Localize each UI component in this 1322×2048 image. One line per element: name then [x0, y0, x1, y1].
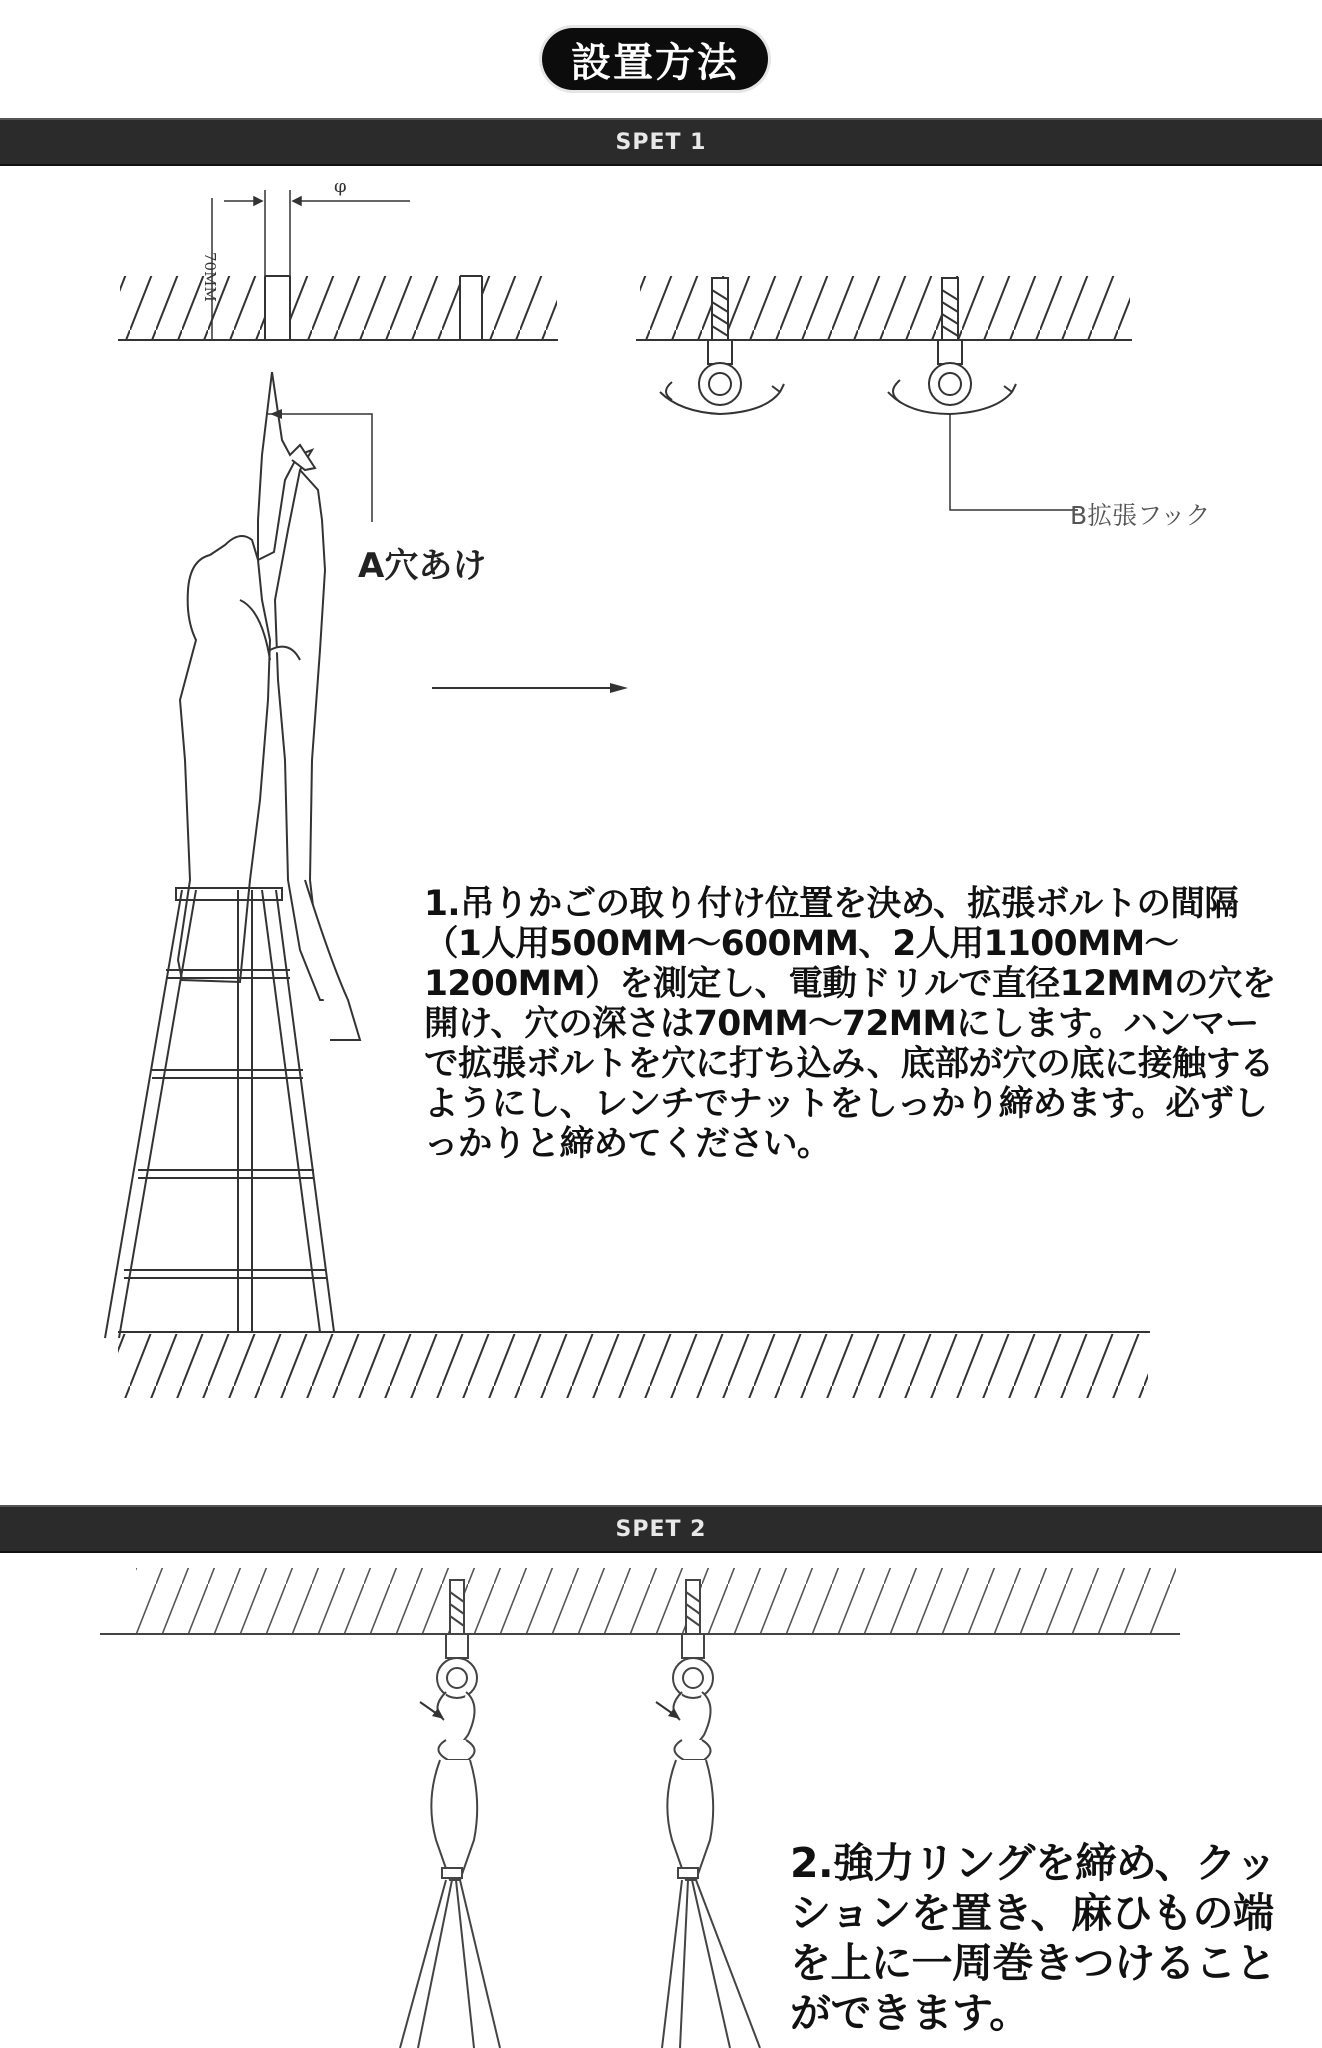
- ceiling-with-holes: [118, 276, 558, 340]
- label-b: B拡張フック: [1070, 501, 1211, 530]
- step2-header-bar: [0, 1505, 1322, 1553]
- floor: [118, 1332, 1150, 1398]
- step1-header-bar: [0, 118, 1322, 166]
- label-b-leader: [950, 414, 1078, 510]
- step2-label: SPET 2: [615, 1516, 707, 1542]
- step1-label: SPET 1: [615, 129, 707, 155]
- direction-arrow: [432, 683, 628, 693]
- ceiling-with-hooks: [636, 276, 1132, 340]
- label-a: A穴あけ: [358, 546, 487, 586]
- hanging-hook-1: [400, 1580, 500, 2048]
- page-title: [542, 28, 768, 90]
- dim-depth-label: 70MM: [201, 252, 219, 302]
- page-title-text: 設置方法: [571, 39, 739, 86]
- hanging-hook-2: [662, 1580, 760, 2048]
- step2-paragraph: 2.強力リングを締め、クッションを置き、麻ひもの端を上に一周巻きつけることができます。: [790, 1839, 1277, 2037]
- step1-paragraph: 1.吊りかごの取り付け位置を決め、拡張ボルトの間隔（1人用500MM～600MM、2人用1100MM～1200MM）を測定し、電動ドリルで直径12MMの穴を開け、穴の深さは70MM～72MMにします。ハンマーで拡張ボルトを穴に打ち込み、底部が穴の底に接触するようにし、レンチでナットをしっかり締めます。必ずしっかりと締めてください。: [424, 884, 1276, 1164]
- step2-ceiling: [100, 1568, 1180, 1634]
- dim-diameter-label: φ: [334, 176, 347, 197]
- step1-diagram: [0, 170, 1322, 1420]
